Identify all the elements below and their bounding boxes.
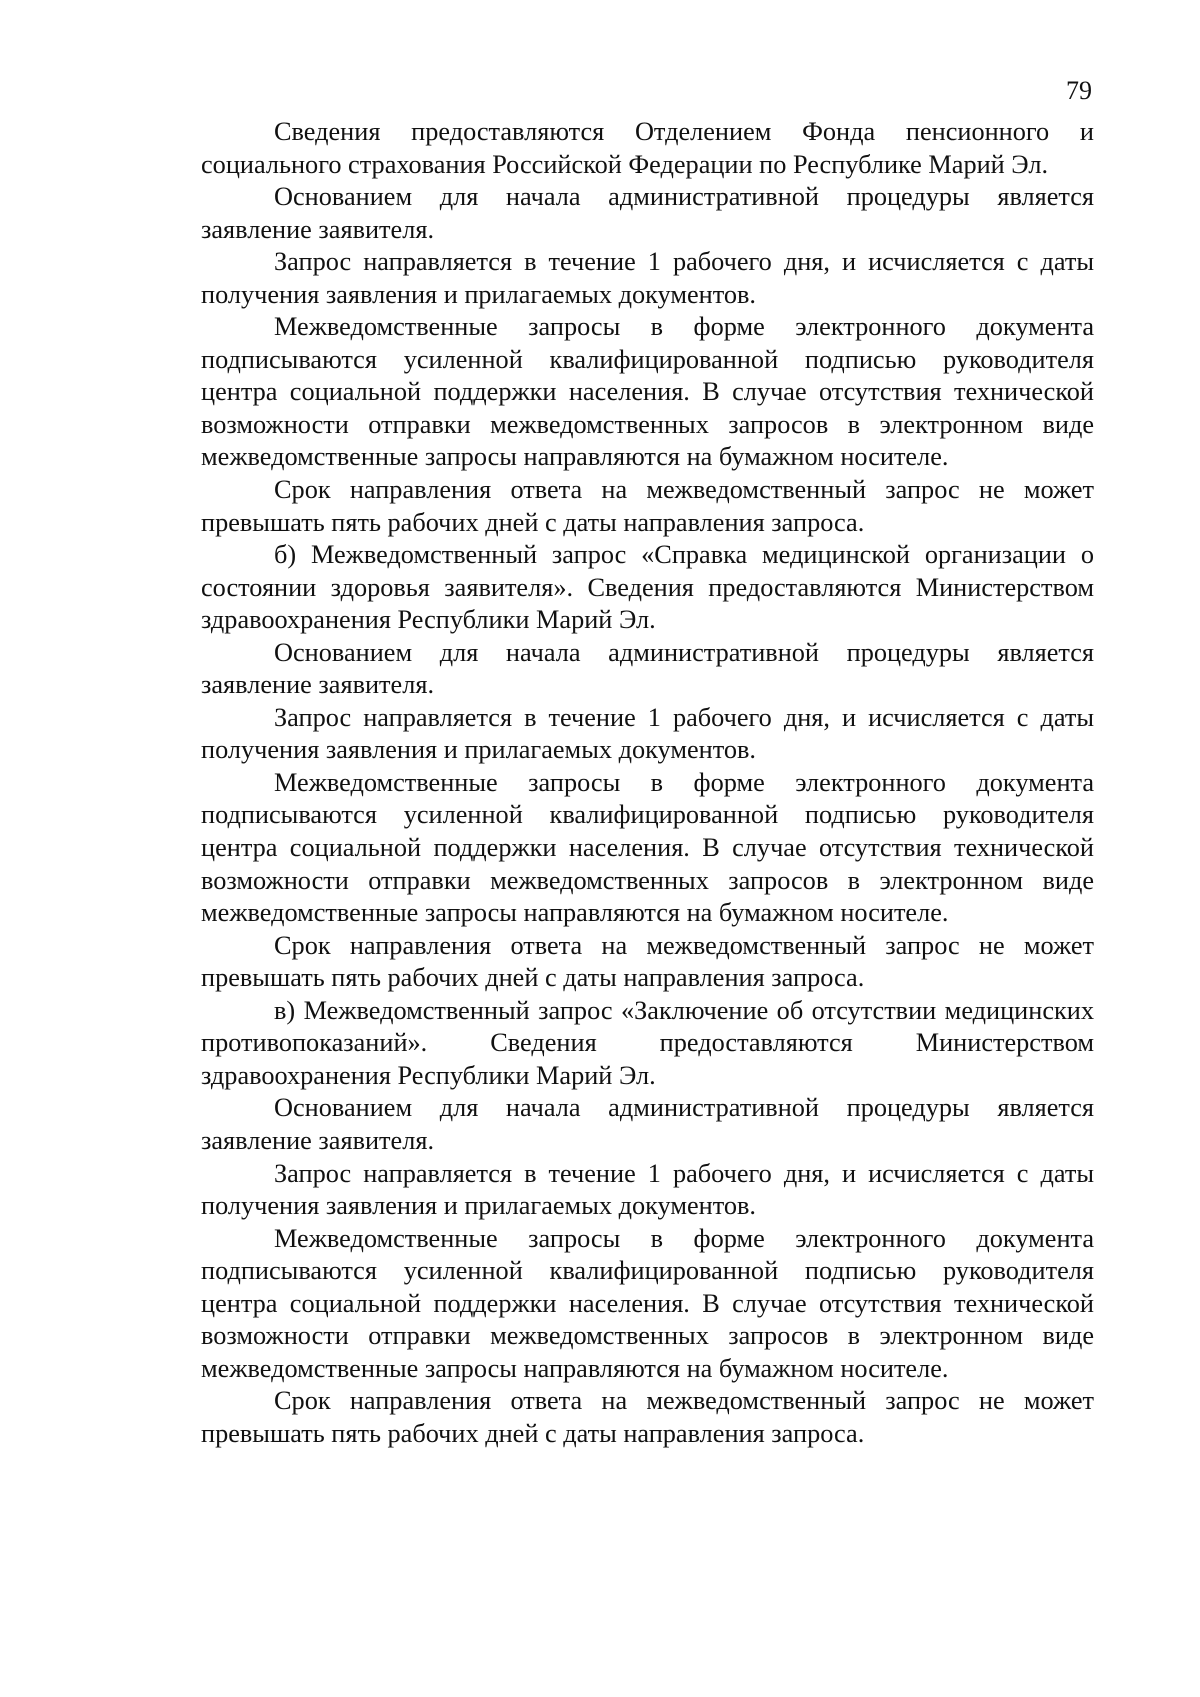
paragraph: в) Межведомственный запрос «Заключение об отсутствии медицинских противопоказаний». Сведения предоставляются Министерством здравоохранения Республики Марий Эл.: [201, 995, 1094, 1090]
paragraph: Основанием для начала административной процедуры является заявление заявителя.: [201, 182, 1094, 244]
paragraph: Срок направления ответа на межведомственный запрос не может превышать пять рабочих дней с даты направления запроса.: [201, 1386, 1094, 1448]
paragraph: Срок направления ответа на межведомственный запрос не может превышать пять рабочих дней с даты направления запроса.: [201, 475, 1094, 537]
paragraph: Запрос направляется в течение 1 рабочего дня, и исчисляется с даты получения заявления и прилагаемых документов.: [201, 702, 1094, 765]
paragraph: Межведомственные запросы в форме электронного документа подписываются усиленной квалифицированной подписью руководителя центра социальной поддержки населения. В случае отсутствия технической возможности отправки межведомственных запросов в электронном виде межведомственные запросы направляются на бумажном носителе.: [201, 767, 1094, 928]
paragraph: Межведомственные запросы в форме электронного документа подписываются усиленной квалифицированной подписью руководителя центра социальной поддержки населения. В случае отсутствия технической возможности отправки межведомственных запросов в электронном виде межведомственные запросы направляются на бумажном носителе.: [201, 1223, 1094, 1383]
page-number: 79: [1066, 76, 1092, 105]
paragraph: Основанием для начала административной процедуры является заявление заявителя.: [201, 637, 1094, 700]
paragraph: Запрос направляется в течение 1 рабочего дня, и исчисляется с даты получения заявления и прилагаемых документов.: [201, 1158, 1094, 1221]
paragraph: Межведомственные запросы в форме электронного документа подписываются усиленной квалифицированной подписью руководителя центра социальной поддержки населения. В случае отсутствия технической возможности отправки межведомственных запросов в электронном виде межведомственные запросы направляются на бумажном носителе.: [201, 312, 1094, 472]
paragraph: Основанием для начала административной процедуры является заявление заявителя.: [201, 1093, 1094, 1155]
paragraph: Срок направления ответа на межведомственный запрос не может превышать пять рабочих дней с даты направления запроса.: [201, 930, 1094, 993]
paragraph: Сведения предоставляются Отделением Фонда пенсионного и социального страхования Российской Федерации по Республике Марий Эл.: [201, 117, 1094, 179]
paragraph: б) Межведомственный запрос «Справка медицинской организации о состоянии здоровья заявителя». Сведения предоставляются Министерством здравоохранения Республики Марий Эл.: [201, 540, 1094, 635]
document-body: [201, 116, 1094, 1450]
paragraph: Запрос направляется в течение 1 рабочего дня, и исчисляется с даты получения заявления и прилагаемых документов.: [201, 247, 1094, 309]
